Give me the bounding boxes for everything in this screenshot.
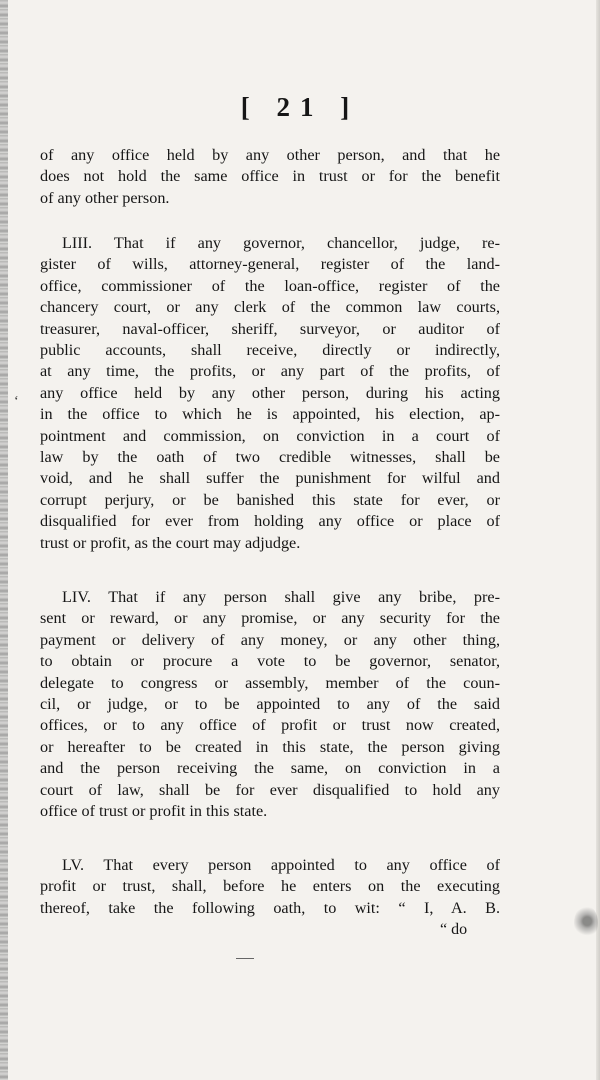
- text-line: in the office to which he is appointed, his election, ap-: [40, 405, 500, 424]
- text-line: and the person receiving the same, on conviction in a: [40, 759, 500, 778]
- section-liv: [40, 587, 500, 822]
- text-line: does not hold the same office in trust or for the benefit: [40, 167, 500, 186]
- text-line: LIV. That if any person shall give any bribe, pre-: [62, 588, 500, 606]
- section-liii: [40, 233, 500, 554]
- text-line: cil, or judge, or to be appointed to any of the said: [40, 695, 500, 714]
- text-line: disqualified for ever from holding any office or place of: [40, 512, 500, 531]
- text-line: LV. That every person appointed to any office of: [62, 856, 500, 874]
- text-line: of any office held by any other person, and that he: [40, 146, 500, 164]
- ink-blot: [574, 905, 598, 941]
- section-lv: [40, 855, 500, 919]
- text-line: any office held by any other person, during his acting: [40, 383, 500, 402]
- catchword: “ do: [440, 921, 468, 938]
- text-line: void, and he shall suffer the punishment for wilful and: [40, 469, 500, 488]
- text-line: LIII. That if any governor, chancellor, judge, re-: [62, 234, 500, 252]
- text-line: sent or reward, or any promise, or any security for the: [40, 609, 500, 628]
- text-line: delegate to congress or assembly, member of the coun-: [40, 673, 500, 692]
- text-line: court of law, shall be for ever disqualified to hold any: [40, 780, 500, 799]
- page-number: [ 21 ]: [240, 92, 360, 122]
- text-line: thereof, take the following oath, to wit: “ I, A. B.: [40, 898, 500, 917]
- text-line: offices, or to any office of profit or trust now created,: [40, 716, 500, 735]
- continuation-paragraph: [40, 145, 500, 209]
- text-line: or hereafter to be created in this state, the person giving: [40, 737, 500, 756]
- text-line: office of trust or profit in this state.: [40, 802, 268, 821]
- text-line: profit or trust, shall, before he enters on the executing: [40, 877, 500, 896]
- text-line: gister of wills, attorney-general, register of the land-: [40, 255, 500, 274]
- margin-mark: ‘: [14, 394, 19, 409]
- text-line: office, commissioner of the loan-office, register of the: [40, 276, 500, 295]
- text-line: chancery court, or any clerk of the common law courts,: [40, 298, 500, 317]
- text-line: public accounts, shall receive, directly or indirectly,: [40, 341, 500, 360]
- text-line: to obtain or procure a vote to be governor, senator,: [40, 652, 500, 671]
- text-line: at any time, the profits, or any part of the profits, of: [40, 362, 500, 381]
- text-line: trust or profit, as the court may adjudge.: [40, 533, 301, 552]
- text-line: of any other person.: [40, 188, 170, 207]
- text-line: treasurer, naval-officer, sheriff, surveyor, or auditor of: [40, 319, 500, 338]
- text-line: corrupt perjury, or be banished this state for ever, or: [40, 490, 500, 509]
- rule-mark: [236, 958, 254, 959]
- text-line: pointment and commission, on conviction in a court of: [40, 426, 500, 445]
- scan-left-edge: [0, 0, 8, 1080]
- text-line: law by the oath of two credible witnesses, shall be: [40, 448, 500, 467]
- text-line: payment or delivery of any money, or any other thing,: [40, 630, 500, 649]
